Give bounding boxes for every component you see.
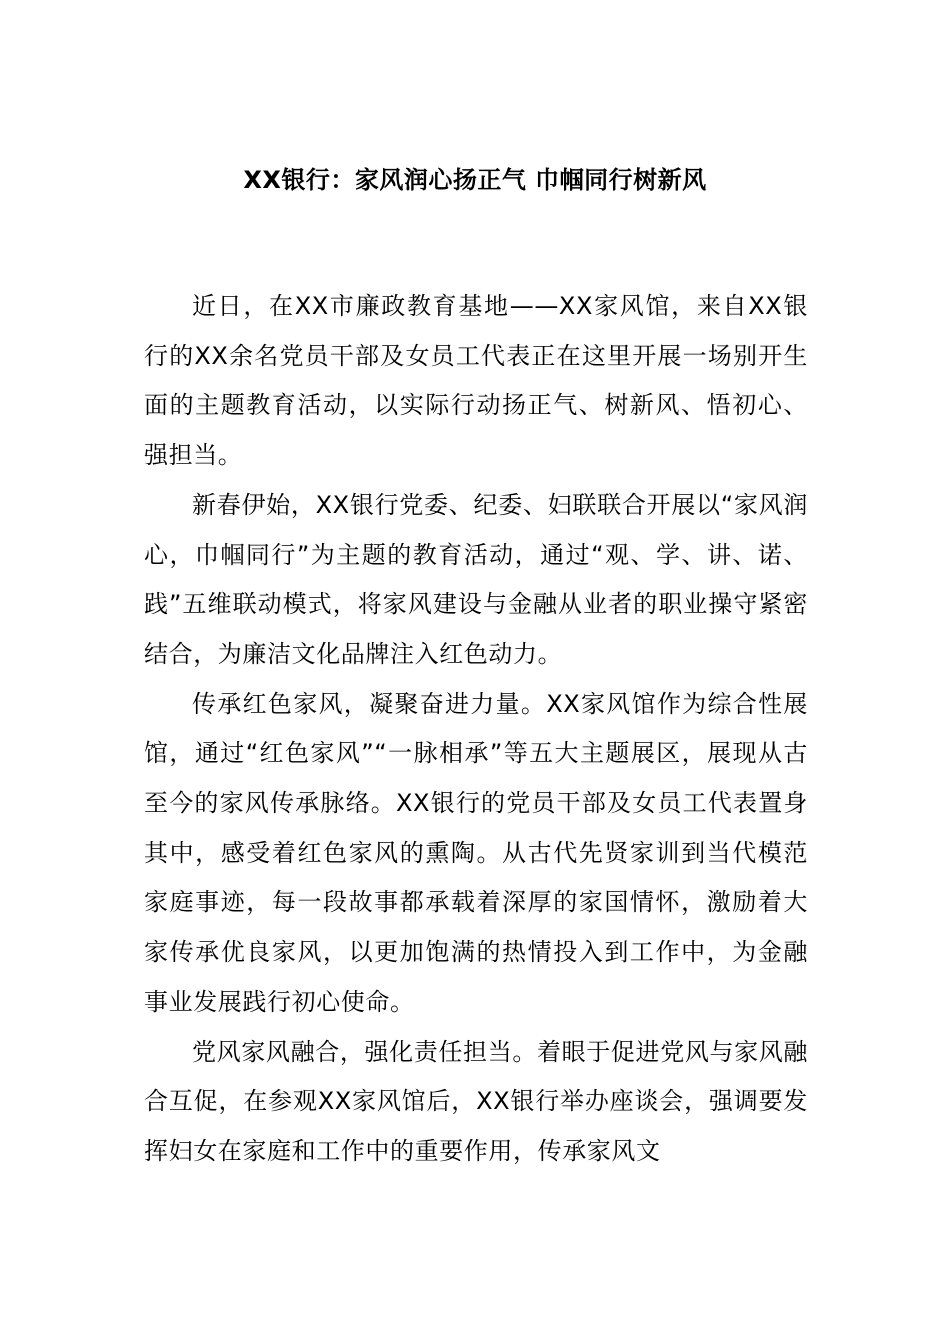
paragraph-1: 近日，在XX市廉政教育基地——XX家风馆，来自XX银行的XX余名党员干部及女员工代表正在这里开展一场别开生面的主题教育活动，以实际行动扬正气、树新风、悟初心、强担当。 [144,292,808,470]
document-body [144,282,808,1177]
paragraph-4: 党风家风融合，强化责任担当。着眼于促进党风与家风融合互促，在参观XX家风馆后，XX银行举办座谈会，强调要发挥妇女在家庭和工作中的重要作用，传承家风文 [144,1037,808,1165]
paragraph-2: 新春伊始，XX银行党委、纪委、妇联联合开展以“家风润心，巾帼同行”为主题的教育活动，通过“观、学、讲、诺、践”五维联动模式，将家风建设与金融从业者的职业操守紧密结合，为廉洁文化品牌注入红色动力。 [144,490,808,668]
document-title: XX银行：家风润心扬正气 巾帼同行树新风 [243,166,707,194]
paragraph-3: 传承红色家风，凝聚奋进力量。XX家风馆作为综合性展馆，通过“红色家风”“一脉相承”等五大主题展区，展现从古至今的家风传承脉络。XX银行的党员干部及女员工代表置身其中，感受着红色家风的熏陶。从古代先贤家训到当代模范家庭事迹，每一段故事都承载着深厚的家国情怀，激励着大家传承优良家风，以更加饱满的热情投入到工作中，为金融事业发展践行初心使命。 [144,689,808,1016]
